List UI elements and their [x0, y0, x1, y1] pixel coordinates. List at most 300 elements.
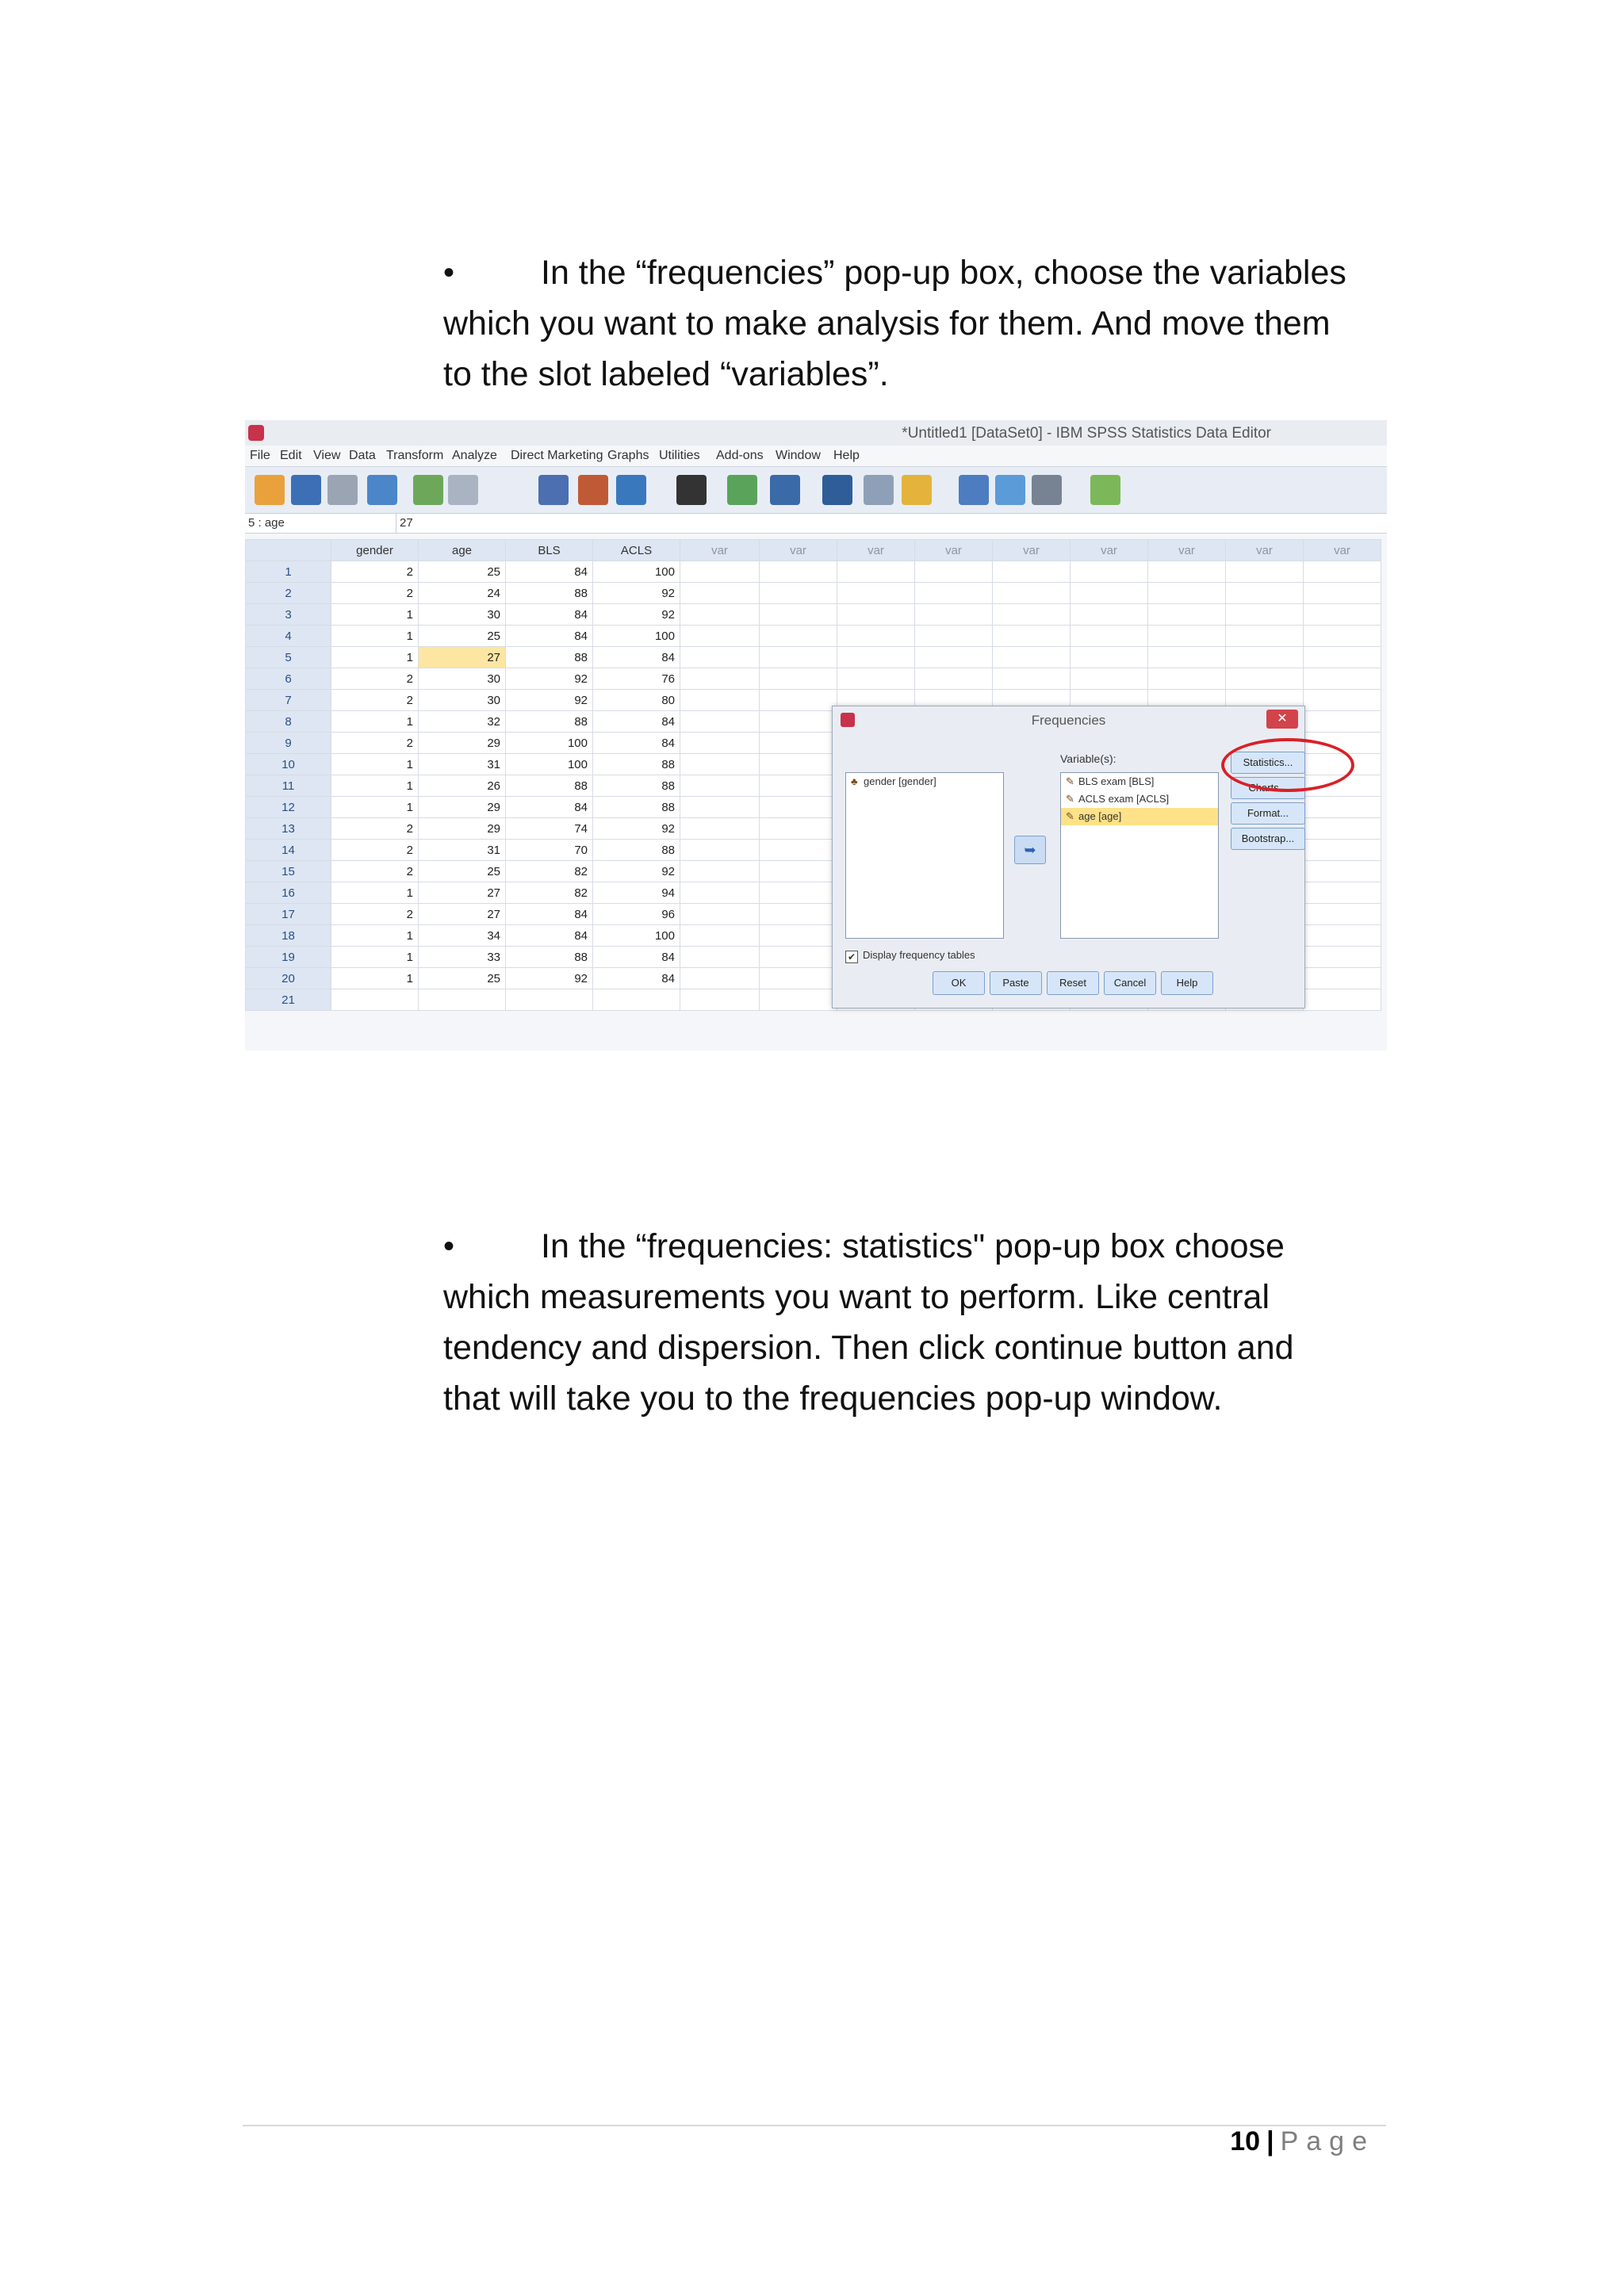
- empty-cell[interactable]: [680, 583, 760, 604]
- data-cell[interactable]: 92: [593, 604, 680, 626]
- footer-divider: [243, 2125, 1386, 2126]
- menu-help[interactable]: Help: [833, 449, 860, 462]
- empty-cell[interactable]: [837, 561, 915, 583]
- para2-line1: In the “frequencies: statistics" pop-up box choose: [541, 1227, 1285, 1265]
- data-cell[interactable]: 92: [506, 690, 593, 711]
- row-header[interactable]: 5: [246, 647, 331, 668]
- dialog-recall-icon[interactable]: [367, 475, 397, 505]
- empty-cell[interactable]: [1226, 561, 1304, 583]
- data-cell[interactable]: 29: [419, 818, 506, 840]
- empty-cell[interactable]: [993, 561, 1071, 583]
- empty-cell[interactable]: [1304, 647, 1381, 668]
- menu-edit[interactable]: Edit: [280, 449, 302, 462]
- empty-cell[interactable]: [760, 989, 837, 1011]
- data-cell[interactable]: 1: [331, 947, 419, 968]
- select-cases-icon[interactable]: [902, 475, 932, 505]
- menu-analyze[interactable]: Analyze: [452, 449, 497, 462]
- data-cell[interactable]: 88: [593, 775, 680, 797]
- data-cell[interactable]: 88: [506, 647, 593, 668]
- value-labels-icon[interactable]: [959, 475, 989, 505]
- data-cell[interactable]: 2: [331, 561, 419, 583]
- empty-cell[interactable]: [760, 818, 837, 840]
- data-cell[interactable]: 82: [506, 882, 593, 904]
- menu-graphs[interactable]: Graphs: [607, 449, 649, 462]
- row-header[interactable]: 10: [246, 754, 331, 775]
- row-header[interactable]: 11: [246, 775, 331, 797]
- column-header[interactable]: age: [419, 540, 506, 561]
- empty-cell[interactable]: [1148, 561, 1226, 583]
- data-cell[interactable]: 1: [331, 882, 419, 904]
- empty-cell[interactable]: [915, 583, 993, 604]
- data-cell[interactable]: 76: [593, 668, 680, 690]
- empty-cell[interactable]: [680, 882, 760, 904]
- empty-cell[interactable]: [1304, 989, 1381, 1011]
- empty-cell[interactable]: [680, 626, 760, 647]
- data-cell[interactable]: 26: [419, 775, 506, 797]
- empty-cell[interactable]: [680, 947, 760, 968]
- empty-cell[interactable]: [1304, 711, 1381, 733]
- data-cell[interactable]: 2: [331, 818, 419, 840]
- empty-cell[interactable]: [680, 561, 760, 583]
- data-cell[interactable]: 1: [331, 968, 419, 989]
- undo-icon[interactable]: [413, 475, 443, 505]
- column-header[interactable]: var: [837, 540, 915, 561]
- empty-cell[interactable]: [837, 604, 915, 626]
- empty-cell[interactable]: [680, 904, 760, 925]
- format-button[interactable]: Format...: [1231, 802, 1305, 825]
- spss-app-icon: [248, 425, 264, 441]
- goto-case-icon[interactable]: [538, 475, 569, 505]
- empty-cell[interactable]: [760, 968, 837, 989]
- data-cell[interactable]: 1: [331, 754, 419, 775]
- empty-cell[interactable]: [1226, 668, 1304, 690]
- empty-cell[interactable]: [1304, 583, 1381, 604]
- empty-cell[interactable]: [680, 861, 760, 882]
- empty-cell[interactable]: [760, 626, 837, 647]
- row-header[interactable]: 18: [246, 925, 331, 947]
- data-cell[interactable]: 84: [593, 733, 680, 754]
- data-cell[interactable]: 88: [593, 840, 680, 861]
- empty-cell[interactable]: [1304, 797, 1381, 818]
- empty-cell[interactable]: [1148, 583, 1226, 604]
- menu-data[interactable]: Data: [349, 449, 376, 462]
- table-row: [246, 583, 1381, 604]
- goto-variable-icon[interactable]: [578, 475, 608, 505]
- column-header[interactable]: ACLS: [593, 540, 680, 561]
- column-header[interactable]: var: [1226, 540, 1304, 561]
- source-variable-list[interactable]: [845, 772, 1004, 939]
- empty-cell[interactable]: [760, 861, 837, 882]
- bullet: •: [443, 1229, 455, 1264]
- data-cell[interactable]: 2: [331, 904, 419, 925]
- data-cell[interactable]: 1: [331, 711, 419, 733]
- instruction-paragraph-2: [443, 1221, 1395, 1424]
- empty-cell[interactable]: [1226, 604, 1304, 626]
- para1-line2: which you want to make analysis for them. And move them: [443, 304, 1331, 342]
- data-cell[interactable]: 2: [331, 861, 419, 882]
- empty-cell[interactable]: [993, 583, 1071, 604]
- empty-cell[interactable]: [680, 754, 760, 775]
- empty-cell[interactable]: [1148, 668, 1226, 690]
- statistics-button[interactable]: Statistics...: [1231, 752, 1305, 774]
- empty-cell[interactable]: [1148, 626, 1226, 647]
- row-header[interactable]: 9: [246, 733, 331, 754]
- data-cell[interactable]: 80: [593, 690, 680, 711]
- data-cell[interactable]: 31: [419, 840, 506, 861]
- save-icon[interactable]: [291, 475, 321, 505]
- row-header[interactable]: 4: [246, 626, 331, 647]
- empty-cell[interactable]: [760, 754, 837, 775]
- empty-cell[interactable]: [760, 647, 837, 668]
- data-cell[interactable]: [593, 989, 680, 1011]
- close-button[interactable]: ✕: [1266, 710, 1298, 729]
- table-row: [246, 626, 1381, 647]
- empty-cell[interactable]: [1304, 968, 1381, 989]
- data-cell[interactable]: 2: [331, 583, 419, 604]
- data-cell[interactable]: 92: [593, 861, 680, 882]
- empty-cell[interactable]: [680, 797, 760, 818]
- data-cell[interactable]: 33: [419, 947, 506, 968]
- empty-cell[interactable]: [680, 604, 760, 626]
- empty-cell[interactable]: [837, 626, 915, 647]
- column-header[interactable]: var: [993, 540, 1071, 561]
- instruction-paragraph-1: [443, 247, 1395, 400]
- data-cell[interactable]: 84: [593, 711, 680, 733]
- table-row: [246, 668, 1381, 690]
- scale-variable-icon: ✎: [1066, 793, 1074, 805]
- data-cell[interactable]: 1: [331, 647, 419, 668]
- list-item[interactable]: ✎ age [age]: [1061, 808, 1218, 825]
- data-cell[interactable]: 84: [506, 626, 593, 647]
- data-cell[interactable]: 1: [331, 797, 419, 818]
- column-header[interactable]: var: [1304, 540, 1381, 561]
- row-header[interactable]: 12: [246, 797, 331, 818]
- para1-line1: In the “frequencies” pop-up box, choose the variables: [541, 254, 1346, 292]
- data-cell[interactable]: 29: [419, 797, 506, 818]
- data-cell[interactable]: 88: [506, 583, 593, 604]
- data-cell[interactable]: 88: [506, 711, 593, 733]
- column-header[interactable]: gender: [331, 540, 419, 561]
- data-cell[interactable]: 92: [593, 818, 680, 840]
- cell-reference: 5 : age: [248, 516, 285, 530]
- data-cell[interactable]: 84: [506, 561, 593, 583]
- empty-cell[interactable]: [680, 690, 760, 711]
- table-row: [246, 604, 1381, 626]
- show-all-variables-icon[interactable]: [1032, 475, 1062, 505]
- row-header[interactable]: 14: [246, 840, 331, 861]
- spell-check-icon[interactable]: [1090, 475, 1120, 505]
- empty-cell[interactable]: [760, 882, 837, 904]
- empty-cell[interactable]: [1304, 668, 1381, 690]
- data-cell[interactable]: [331, 989, 419, 1011]
- scale-variable-icon: ✎: [1066, 810, 1074, 822]
- checkbox-check-icon: ✔: [845, 951, 858, 963]
- data-cell[interactable]: 92: [506, 668, 593, 690]
- empty-cell[interactable]: [1304, 840, 1381, 861]
- charts-button[interactable]: Charts...: [1231, 777, 1305, 799]
- empty-cell[interactable]: [760, 604, 837, 626]
- empty-cell[interactable]: [915, 604, 993, 626]
- column-header[interactable]: var: [760, 540, 837, 561]
- empty-cell[interactable]: [760, 797, 837, 818]
- empty-cell[interactable]: [1226, 583, 1304, 604]
- print-icon[interactable]: [327, 475, 358, 505]
- use-sets-icon[interactable]: [995, 475, 1025, 505]
- highlight-circle: [1221, 738, 1354, 792]
- list-item[interactable]: ✎ BLS exam [BLS]: [1061, 773, 1218, 790]
- help-button[interactable]: Help: [1161, 971, 1213, 995]
- empty-cell[interactable]: [1071, 668, 1148, 690]
- empty-cell[interactable]: [915, 626, 993, 647]
- column-header[interactable]: BLS: [506, 540, 593, 561]
- empty-cell[interactable]: [1304, 626, 1381, 647]
- empty-cell[interactable]: [760, 947, 837, 968]
- data-cell[interactable]: 27: [419, 647, 506, 668]
- insert-variable-icon[interactable]: [770, 475, 800, 505]
- list-item[interactable]: ✎ ACLS exam [ACLS]: [1061, 790, 1218, 808]
- data-cell[interactable]: 1: [331, 775, 419, 797]
- page-number: 10: [1230, 2126, 1261, 2156]
- menu-view[interactable]: View: [313, 449, 341, 462]
- empty-cell[interactable]: [760, 711, 837, 733]
- data-cell[interactable]: 88: [593, 797, 680, 818]
- data-cell[interactable]: 84: [593, 647, 680, 668]
- data-cell[interactable]: 100: [593, 561, 680, 583]
- empty-cell[interactable]: [1226, 626, 1304, 647]
- data-cell[interactable]: [419, 989, 506, 1011]
- paste-button[interactable]: Paste: [990, 971, 1042, 995]
- data-cell[interactable]: 25: [419, 861, 506, 882]
- empty-cell[interactable]: [760, 775, 837, 797]
- data-cell[interactable]: 74: [506, 818, 593, 840]
- data-cell[interactable]: 100: [593, 925, 680, 947]
- empty-cell[interactable]: [1304, 882, 1381, 904]
- menu-file[interactable]: File: [250, 449, 270, 462]
- empty-cell[interactable]: [915, 647, 993, 668]
- row-header[interactable]: 13: [246, 818, 331, 840]
- row-header[interactable]: 20: [246, 968, 331, 989]
- data-cell[interactable]: 88: [506, 947, 593, 968]
- empty-cell[interactable]: [1071, 604, 1148, 626]
- row-header[interactable]: 21: [246, 989, 331, 1011]
- data-cell[interactable]: 84: [506, 925, 593, 947]
- empty-cell[interactable]: [993, 626, 1071, 647]
- checkbox-label: Display frequency tables: [863, 949, 975, 961]
- window-title: *Untitled1 [DataSet0] - IBM SPSS Statistics Data Editor: [902, 425, 1271, 442]
- data-cell[interactable]: 30: [419, 690, 506, 711]
- move-variable-button[interactable]: ➥: [1014, 836, 1046, 864]
- data-cell[interactable]: 24: [419, 583, 506, 604]
- column-header[interactable]: var: [1071, 540, 1148, 561]
- column-header[interactable]: var: [1148, 540, 1226, 561]
- menu-bar: [245, 446, 1387, 467]
- cell-value-field[interactable]: 27: [396, 514, 413, 533]
- empty-cell[interactable]: [1148, 647, 1226, 668]
- empty-cell[interactable]: [915, 668, 993, 690]
- empty-cell[interactable]: [1304, 904, 1381, 925]
- empty-cell[interactable]: [680, 668, 760, 690]
- data-cell[interactable]: 30: [419, 604, 506, 626]
- row-header[interactable]: 17: [246, 904, 331, 925]
- empty-cell[interactable]: [680, 968, 760, 989]
- empty-cell[interactable]: [1071, 647, 1148, 668]
- insert-cases-icon[interactable]: [727, 475, 757, 505]
- data-cell[interactable]: 1: [331, 604, 419, 626]
- empty-cell[interactable]: [760, 690, 837, 711]
- row-header[interactable]: 8: [246, 711, 331, 733]
- bootstrap-button[interactable]: Bootstrap...: [1231, 828, 1305, 850]
- data-cell[interactable]: 25: [419, 968, 506, 989]
- open-icon[interactable]: [255, 475, 285, 505]
- variables-icon[interactable]: [616, 475, 646, 505]
- empty-cell[interactable]: [760, 733, 837, 754]
- para2-line2: which measurements you want to perform. Like central: [443, 1278, 1270, 1316]
- row-header[interactable]: 19: [246, 947, 331, 968]
- menu-window[interactable]: Window: [776, 449, 821, 462]
- weight-cases-icon[interactable]: [864, 475, 894, 505]
- para1-line3: to the slot labeled “variables”.: [443, 355, 889, 393]
- empty-cell[interactable]: [1071, 561, 1148, 583]
- empty-cell[interactable]: [1148, 604, 1226, 626]
- row-header[interactable]: 7: [246, 690, 331, 711]
- empty-cell[interactable]: [1304, 925, 1381, 947]
- empty-cell[interactable]: [760, 668, 837, 690]
- row-header[interactable]: 6: [246, 668, 331, 690]
- find-icon[interactable]: [676, 475, 707, 505]
- empty-cell[interactable]: [680, 733, 760, 754]
- data-cell[interactable]: 82: [506, 861, 593, 882]
- ok-button[interactable]: OK: [933, 971, 985, 995]
- empty-cell[interactable]: [760, 561, 837, 583]
- menu-addons[interactable]: Add-ons: [716, 449, 764, 462]
- row-header[interactable]: 3: [246, 604, 331, 626]
- data-cell[interactable]: 84: [593, 947, 680, 968]
- empty-cell[interactable]: [1304, 947, 1381, 968]
- row-header[interactable]: 16: [246, 882, 331, 904]
- toolbar: [245, 467, 1387, 514]
- spss-screenshot: [245, 420, 1387, 1050]
- empty-cell[interactable]: [680, 989, 760, 1011]
- data-cell[interactable]: 2: [331, 690, 419, 711]
- data-cell[interactable]: 88: [593, 754, 680, 775]
- data-cell[interactable]: 34: [419, 925, 506, 947]
- menu-utilities[interactable]: Utilities: [659, 449, 700, 462]
- data-cell[interactable]: 100: [506, 754, 593, 775]
- row-header[interactable]: 2: [246, 583, 331, 604]
- empty-cell[interactable]: [760, 840, 837, 861]
- data-cell[interactable]: 84: [506, 904, 593, 925]
- empty-cell[interactable]: [680, 711, 760, 733]
- data-cell[interactable]: 84: [506, 797, 593, 818]
- empty-cell[interactable]: [993, 668, 1071, 690]
- empty-cell[interactable]: [1071, 583, 1148, 604]
- data-cell[interactable]: 70: [506, 840, 593, 861]
- data-cell[interactable]: 92: [593, 583, 680, 604]
- data-cell[interactable]: 1: [331, 925, 419, 947]
- empty-cell[interactable]: [680, 647, 760, 668]
- data-cell[interactable]: 94: [593, 882, 680, 904]
- data-cell[interactable]: 29: [419, 733, 506, 754]
- empty-cell[interactable]: [1304, 690, 1381, 711]
- data-cell[interactable]: 1: [331, 626, 419, 647]
- bullet: •: [443, 255, 455, 290]
- data-cell[interactable]: 25: [419, 626, 506, 647]
- window-titlebar: [245, 420, 1387, 446]
- empty-cell[interactable]: [837, 583, 915, 604]
- redo-icon[interactable]: [448, 475, 478, 505]
- data-cell[interactable]: 96: [593, 904, 680, 925]
- data-cell[interactable]: 30: [419, 668, 506, 690]
- empty-cell[interactable]: [993, 647, 1071, 668]
- data-cell[interactable]: 27: [419, 882, 506, 904]
- column-header-row: [246, 540, 1381, 561]
- empty-cell[interactable]: [680, 925, 760, 947]
- data-cell[interactable]: 100: [593, 626, 680, 647]
- data-cell[interactable]: 84: [593, 968, 680, 989]
- variables-label: Variable(s):: [1060, 752, 1116, 765]
- footer-separator: |: [1266, 2126, 1274, 2156]
- reset-button[interactable]: Reset: [1047, 971, 1099, 995]
- data-cell[interactable]: 32: [419, 711, 506, 733]
- split-file-icon[interactable]: [822, 475, 852, 505]
- empty-cell[interactable]: [1226, 647, 1304, 668]
- data-cell[interactable]: [506, 989, 593, 1011]
- selected-variables-list[interactable]: [1060, 772, 1219, 939]
- data-cell[interactable]: 92: [506, 968, 593, 989]
- menu-direct-marketing[interactable]: Direct Marketing: [511, 449, 603, 462]
- empty-cell[interactable]: [837, 647, 915, 668]
- column-header[interactable]: var: [680, 540, 760, 561]
- data-cell[interactable]: 31: [419, 754, 506, 775]
- data-cell[interactable]: 27: [419, 904, 506, 925]
- empty-cell[interactable]: [1071, 626, 1148, 647]
- empty-cell[interactable]: [1304, 818, 1381, 840]
- page-footer: [1230, 2126, 1375, 2157]
- data-cell[interactable]: 2: [331, 668, 419, 690]
- table-row: [246, 647, 1381, 668]
- list-item[interactable]: ♣ gender [gender]: [846, 773, 1003, 790]
- empty-cell[interactable]: [680, 818, 760, 840]
- empty-cell[interactable]: [680, 840, 760, 861]
- data-cell[interactable]: 2: [331, 840, 419, 861]
- empty-cell[interactable]: [680, 775, 760, 797]
- empty-cell[interactable]: [760, 583, 837, 604]
- data-cell[interactable]: 84: [506, 604, 593, 626]
- row-header[interactable]: 1: [246, 561, 331, 583]
- corner-cell[interactable]: [246, 540, 331, 561]
- data-cell[interactable]: 25: [419, 561, 506, 583]
- cancel-button[interactable]: Cancel: [1104, 971, 1156, 995]
- empty-cell[interactable]: [1304, 561, 1381, 583]
- row-header[interactable]: 15: [246, 861, 331, 882]
- empty-cell[interactable]: [760, 925, 837, 947]
- column-header[interactable]: var: [915, 540, 993, 561]
- display-frequency-tables-checkbox[interactable]: [845, 949, 975, 963]
- empty-cell[interactable]: [1304, 861, 1381, 882]
- empty-cell[interactable]: [760, 904, 837, 925]
- page-word: Page: [1280, 2126, 1375, 2156]
- empty-cell[interactable]: [993, 604, 1071, 626]
- frequencies-dialog: [832, 706, 1305, 1008]
- data-cell[interactable]: 88: [506, 775, 593, 797]
- scale-variable-icon: ✎: [1066, 775, 1074, 787]
- empty-cell[interactable]: [1304, 604, 1381, 626]
- empty-cell[interactable]: [837, 668, 915, 690]
- data-cell[interactable]: 2: [331, 733, 419, 754]
- menu-transform[interactable]: Transform: [386, 449, 444, 462]
- data-cell[interactable]: 100: [506, 733, 593, 754]
- empty-cell[interactable]: [915, 561, 993, 583]
